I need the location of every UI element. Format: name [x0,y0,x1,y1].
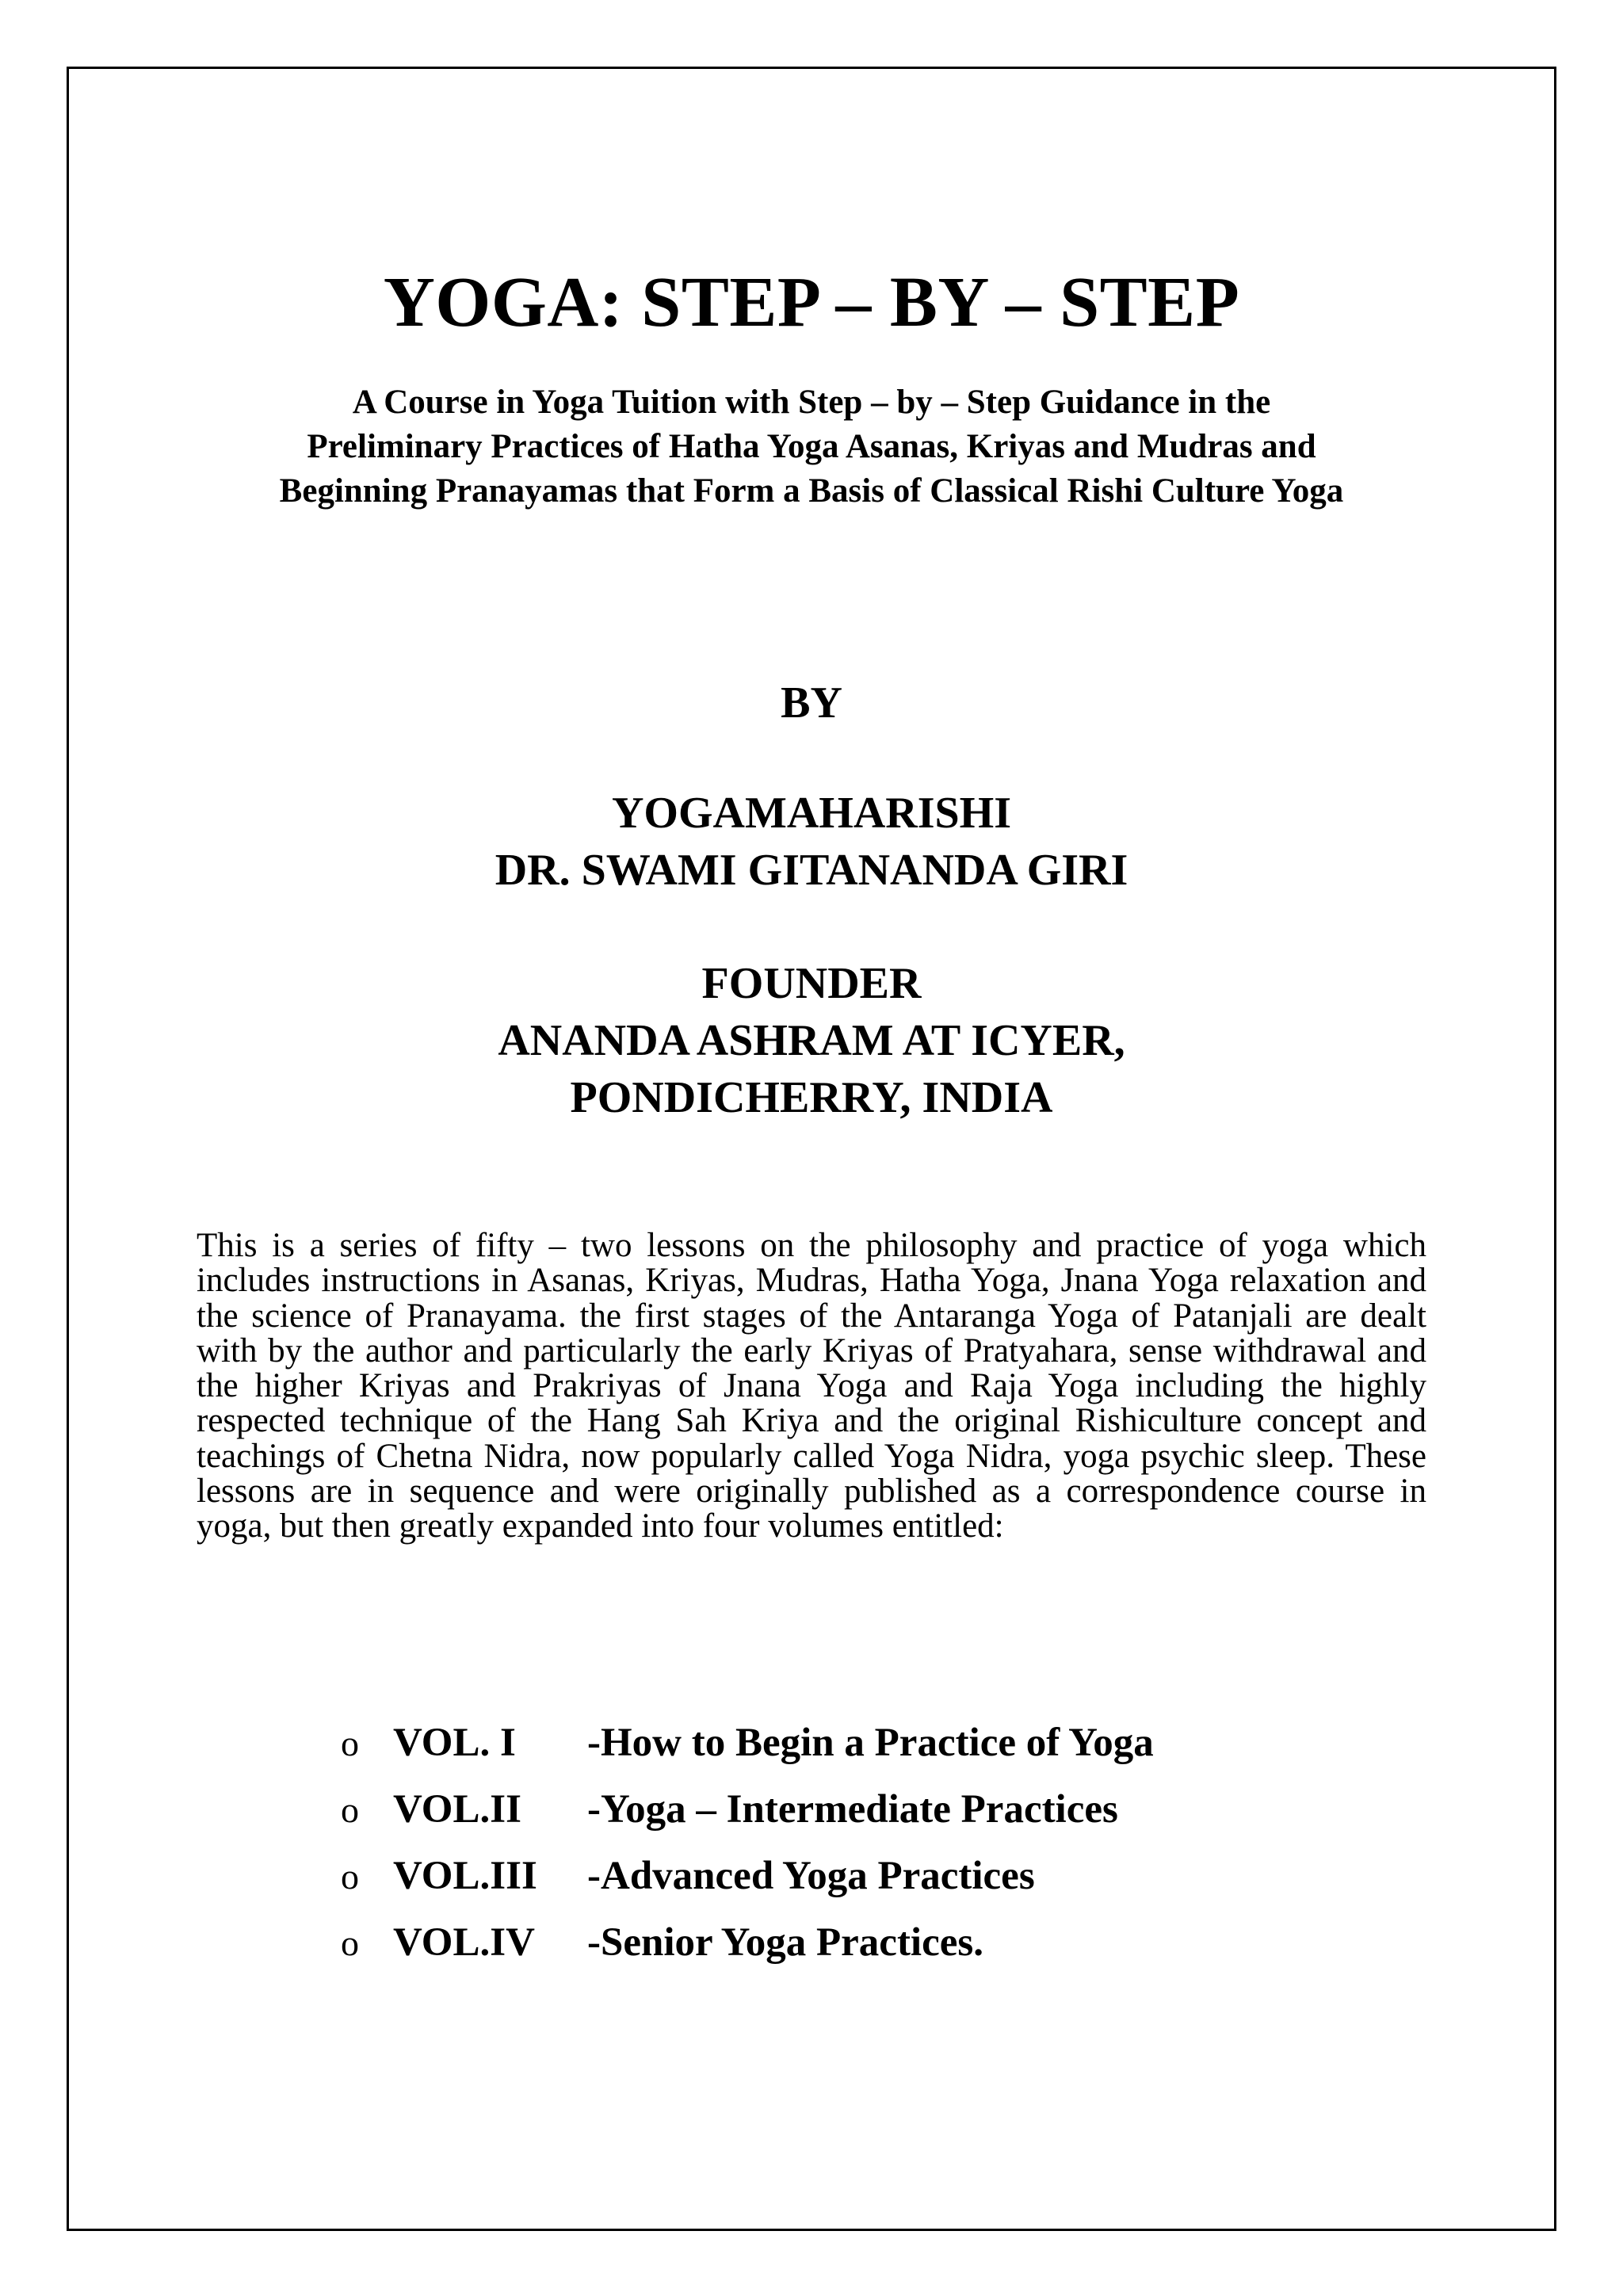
volume-title: -Advanced Yoga Practices [587,1854,1035,1898]
bullet-icon: o [341,1723,359,1763]
volume-title: -How to Begin a Practice of Yoga [587,1721,1154,1765]
volume-item [341,1920,1154,1986]
volume-title: -Senior Yoga Practices. [587,1920,983,1965]
volume-label: VOL.II [393,1787,521,1832]
volume-item [341,1786,1154,1853]
volume-label: VOL.IV [393,1920,535,1965]
founder-block [0,955,1623,1126]
author-name: DR. SWAMI GITANANDA GIRI [495,846,1128,895]
volume-title: -Yoga – Intermediate Practices [587,1787,1118,1832]
volume-label: VOL. I [393,1721,516,1765]
volume-item [341,1720,1154,1786]
bullet-icon: o [341,1856,359,1897]
founder-location: PONDICHERRY, INDIA [570,1073,1053,1122]
author-title: YOGAMAHARISHI [611,789,1012,838]
founder-org: ANANDA ASHRAM AT ICYER, [498,1016,1125,1065]
founder-label: FOUNDER [701,959,922,1008]
subtitle-line: Beginning Pranayamas that Form a Basis of Classical Rishi Culture Yoga [279,472,1344,510]
volume-item [341,1853,1154,1920]
bullet-icon: o [341,1923,359,1963]
volume-label: VOL.III [393,1854,537,1898]
description-paragraph: This is a series of fifty – two lessons on the philosophy and practice of yoga which includes instructions in Asanas, Kriyas, Mudras, Hatha Yoga, Jnana Yoga relaxation and the science of Pranayama. the first stages of the Antaranga Yoga of Patanjali are dealt with by the author and particularly the early Kriyas of Pratyahara, sense withdrawal and the higher Kriyas and Prakriyas of Jnana Yoga and Raja Yoga including the highly respected technique of the Hang Sah Kriya and the original Rishiculture concept and teachings of Chetna Nidra, now popularly called Yoga Nidra, yoga psychic sleep. These lessons are in sequence and were originally published as a correspondence course in yoga, but then greatly expanded into four volumes entitled: [197,1227,1426,1545]
document-subtitle [158,380,1465,514]
document-title: YOGA: STEP – BY – STEP [383,263,1240,342]
bullet-icon: o [341,1790,359,1830]
subtitle-line: Preliminary Practices of Hatha Yoga Asanas, Kriyas and Mudras and [307,428,1316,465]
author-block [0,785,1623,899]
subtitle-line: A Course in Yoga Tuition with Step – by – Step Guidance in the [352,384,1271,421]
by-label: BY [781,678,842,728]
volume-list [341,1720,1154,1986]
